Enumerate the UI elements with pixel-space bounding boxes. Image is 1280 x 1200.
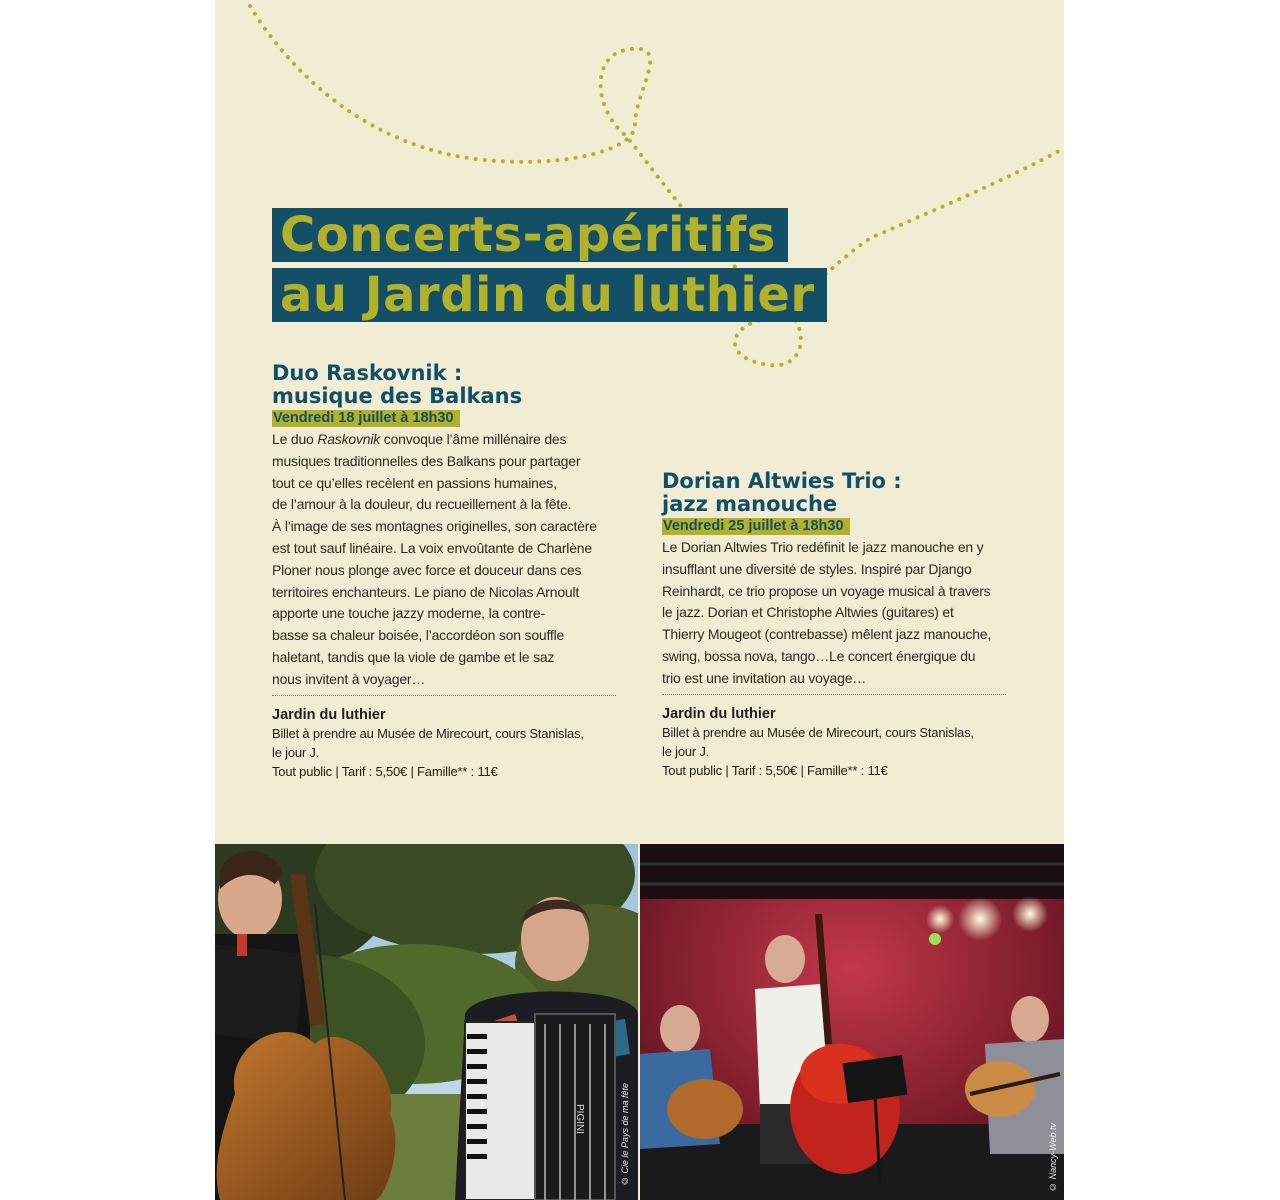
dotted-divider	[272, 695, 616, 696]
photo-duo-raskovnik	[215, 844, 638, 1200]
photo-credit: © Nancy-Web.tv	[1048, 1123, 1058, 1192]
ticket-day: le jour J.	[272, 744, 320, 760]
event-title: Duo Raskovnik :	[272, 361, 463, 385]
description-line: À l’image de ses montagnes originelles, son caractère	[272, 518, 597, 535]
brochure-page	[215, 0, 1064, 1200]
description-line: insufflant une diversité de styles. Inspiré par Django	[662, 560, 972, 577]
description-line: nous invitent à voyager…	[272, 670, 426, 687]
description-line: swing, bossa nova, tango…Le concert énergique du	[662, 647, 976, 664]
event-altwies-trio	[662, 470, 1006, 780]
description-line: est tout sauf linéaire. La voix envoûtante de Charlène	[272, 539, 592, 556]
event-description	[272, 429, 616, 691]
ticket-info: Billet à prendre au Musée de Mirecourt, cours Stanislas,	[272, 725, 584, 741]
description-line: Ploner nous plonge avec force et douceur dans ces	[272, 561, 582, 578]
ticket-info: Billet à prendre au Musée de Mirecourt, cours Stanislas,	[662, 724, 974, 740]
event-description	[662, 537, 1006, 690]
event-subtitle: jazz manouche	[662, 492, 838, 516]
event-venue: Jardin du luthier	[272, 706, 386, 723]
page-title-line-2: au Jardin du luthier	[272, 268, 827, 322]
description-line: apporte une touche jazzy moderne, la contre-	[272, 605, 545, 622]
price-info: Tout public | Tarif : 5,50€ | Famille** : 11€	[272, 763, 498, 779]
page-title-line-1: Concerts-apéritifs	[272, 208, 788, 262]
event-raskovnik	[272, 362, 616, 781]
description-line: le jazz. Dorian et Christophe Altwies (guitares) et	[662, 604, 954, 621]
ticket-day: le jour J.	[662, 743, 710, 759]
event-date-badge: Vendredi 25 juillet à 18h30	[662, 518, 850, 535]
description-line: Thierry Mougeot (contrebasse) mêlent jazz manouche,	[662, 626, 992, 643]
event-date-badge: Vendredi 18 juillet à 18h30	[272, 410, 460, 427]
description-line: trio est une invitation au voyage…	[662, 669, 867, 686]
description-line: territoires enchanteurs. Le piano de Nicolas Arnoult	[272, 583, 580, 600]
dotted-divider	[662, 694, 1006, 695]
price-info: Tout public | Tarif : 5,50€ | Famille** : 11€	[662, 762, 888, 778]
description-line: Le Dorian Altwies Trio redéfinit le jazz manouche en y	[662, 539, 984, 555]
description-line: Le duo Raskovnik convoque l’âme millénaire des	[272, 431, 567, 447]
photo-altwies-trio	[640, 844, 1064, 1200]
event-subtitle: musique des Balkans	[272, 384, 523, 408]
event-title: Dorian Altwies Trio :	[662, 469, 902, 493]
description-line: haletant, tandis que la viole de gambe et le saz	[272, 648, 555, 665]
event-venue: Jardin du luthier	[662, 705, 776, 722]
description-line: basse sa chaleur boisée, l’accordéon son souffle	[272, 627, 565, 644]
description-line: de l’amour à la douleur, du recueillement à la fête.	[272, 496, 572, 513]
ensemble-name: Raskovnik	[317, 431, 381, 447]
photo-credit: © Cie le Pays de ma fête	[620, 1082, 630, 1186]
description-line: Reinhardt, ce trio propose un voyage musical à travers	[662, 582, 991, 599]
description-line: tout ce qu’elles recèlent en passions humaines,	[272, 474, 557, 491]
description-line: musiques traditionnelles des Balkans pour partager	[272, 452, 581, 469]
accordion-brand: PIGINI	[574, 1104, 585, 1135]
